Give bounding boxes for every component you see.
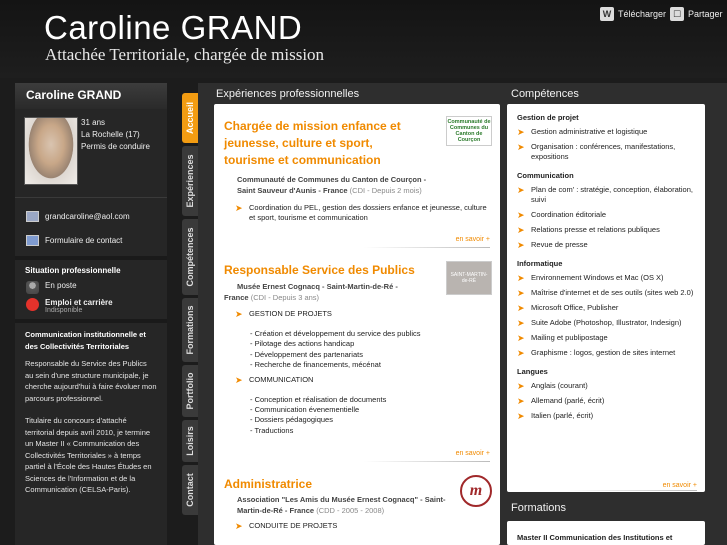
experience-title: Administratrice xyxy=(224,477,313,491)
site-header xyxy=(0,0,727,78)
tab-accueil[interactable]: Accueil xyxy=(182,93,198,143)
site-title: Caroline GRAND xyxy=(44,9,303,46)
org-logo: Communauté de Communes du Canton de Courçon xyxy=(446,116,492,146)
arrow-icon: ➤ xyxy=(517,381,525,391)
competences-heading: Compétences xyxy=(511,88,579,100)
arrow-icon: ➤ xyxy=(517,318,525,328)
experience-bullet: ➤ CONDUITE DE PROJETS xyxy=(235,521,338,531)
profile-photo xyxy=(24,117,78,185)
formations-card xyxy=(507,521,705,545)
tab-experiences[interactable]: Expériences xyxy=(182,146,198,216)
contact-form-link[interactable] xyxy=(15,228,167,252)
status-job-text: Emploi et carrière xyxy=(45,298,113,307)
status-post xyxy=(15,275,167,294)
arrow-icon: ➤ xyxy=(235,309,243,319)
unavailable-icon xyxy=(26,298,39,311)
site-subtitle: Attachée Territoriale, chargée de mission xyxy=(45,45,325,64)
experience-item xyxy=(224,476,494,531)
arrow-icon: ➤ xyxy=(517,240,525,250)
arrow-icon: ➤ xyxy=(517,142,525,152)
experience-title: Chargée de mission enfance et jeunesse, culture et sport, tourisme et communication xyxy=(224,119,401,167)
experience-bullet: ➤ GESTION DE PROJETS xyxy=(235,309,332,319)
divider xyxy=(364,461,490,462)
sub-item: - Traductions xyxy=(250,425,294,435)
arrow-icon: ➤ xyxy=(517,185,525,195)
arrow-icon: ➤ xyxy=(517,288,525,298)
competence-item: ➤ Graphisme : logos, gestion de sites internet xyxy=(517,348,676,358)
competences-card xyxy=(507,104,705,492)
competence-item: ➤ Organisation : conférences, manifestations, expositions xyxy=(517,142,676,161)
sub-item: - Communication évenementielle xyxy=(250,405,360,415)
org-logo: m xyxy=(460,475,492,507)
tab-portfolio[interactable]: Portfolio xyxy=(182,365,198,417)
profile-card xyxy=(15,109,167,198)
about-paragraph-2: Titulaire du concours d'attaché territorial depuis avril 2010, je termine un Master II « Communication des Collectivités Territoriales » à temps partiel à l'École des Hautes Études en Sciences de l'Information et de la Communication (CELSA-Paris). xyxy=(25,416,152,494)
person-icon xyxy=(26,281,39,294)
sub-item: - Recherche de financements, mécénat xyxy=(250,360,381,370)
email-icon xyxy=(26,211,39,222)
competence-item: ➤ Suite Adobe (Photoshop, Illustrator, Indesign) xyxy=(517,318,682,328)
about-title: Communication institutionnelle et des Collectivités Territoriales xyxy=(25,330,146,351)
competence-item: ➤ Maîtrise d'internet et de ses outils (sites web 2.0) xyxy=(517,288,694,298)
folder-share-icon: ☐ xyxy=(670,7,684,21)
competence-category: Communication xyxy=(517,171,574,180)
arrow-icon: ➤ xyxy=(517,127,525,137)
tab-competences[interactable]: Compétences xyxy=(182,219,198,295)
competence-item: ➤ Anglais (courant) xyxy=(517,381,588,391)
arrow-icon: ➤ xyxy=(517,396,525,406)
arrow-icon: ➤ xyxy=(517,273,525,283)
arrow-icon: ➤ xyxy=(517,225,525,235)
divider xyxy=(567,490,697,491)
profile-name: Caroline GRAND xyxy=(15,83,167,109)
profile-info xyxy=(81,117,150,153)
tab-contact[interactable]: Contact xyxy=(182,465,198,515)
arrow-icon: ➤ xyxy=(517,210,525,220)
sub-item: - Pilotage des actions handicap xyxy=(250,339,355,349)
status-job-sub: Indisponible xyxy=(45,307,83,314)
arrow-icon: ➤ xyxy=(517,411,525,421)
competence-item: ➤ Coordination éditoriale xyxy=(517,210,607,220)
more-link[interactable]: en savoir + xyxy=(455,450,490,457)
competence-item: ➤ Mailing et publipostage xyxy=(517,333,608,343)
more-link[interactable]: en savoir + xyxy=(455,236,490,243)
competence-category: Informatique xyxy=(517,259,563,268)
word-document-icon: W xyxy=(600,7,614,21)
experience-org: Musée Ernest Cognacq - Saint-Martin-de-Ré - France (CDI - Depuis 3 ans) xyxy=(224,282,398,302)
sub-item: - Conception et réalisation de documents xyxy=(250,394,387,404)
arrow-icon: ➤ xyxy=(235,203,243,213)
status-post-text: En poste xyxy=(45,281,77,290)
divider xyxy=(364,247,490,248)
share-button[interactable] xyxy=(670,7,723,21)
competence-item: ➤ Plan de com' : stratégie, conception, élaboration, suivi xyxy=(517,185,693,204)
sub-item: - Développement des partenariats xyxy=(250,349,363,359)
arrow-icon: ➤ xyxy=(235,374,243,385)
share-label: Partager xyxy=(688,9,723,19)
competence-item: ➤ Italien (parlé, écrit) xyxy=(517,411,594,421)
arrow-icon: ➤ xyxy=(235,521,243,531)
email-link[interactable] xyxy=(15,204,167,228)
profile-city: La Rochelle (17) xyxy=(81,130,140,139)
download-button[interactable] xyxy=(600,7,666,21)
experiences-heading: Expériences professionnelles xyxy=(216,88,360,100)
status-job xyxy=(15,294,167,314)
situation-title: Situation professionnelle xyxy=(25,266,121,275)
competence-category: Langues xyxy=(517,367,548,376)
form-icon xyxy=(26,235,39,246)
sub-item: - Dossiers pédagogiques xyxy=(250,415,333,425)
tab-loisirs[interactable]: Loisirs xyxy=(182,420,198,462)
profile-sidebar xyxy=(15,83,167,545)
more-link[interactable]: en savoir + xyxy=(662,482,697,489)
experience-bullet: ➤ Coordination du PEL, gestion des dossiers enfance et jeunesse, culture et sport, tourisme et communication xyxy=(235,203,487,222)
experience-org: Association "Les Amis du Musée Ernest Cognacq" - Saint-Martin-de-Ré - France (CDD - 2005 - 2008) xyxy=(237,495,446,515)
profile-age: 31 ans xyxy=(81,118,106,127)
sub-item: - Création et développement du service des publics xyxy=(250,329,421,338)
formation-item: Master II Communication des Institutions et xyxy=(517,533,673,542)
experience-org: Communauté de Communes du Canton de Courçon - Saint Sauveur d'Aunis - France (CDI - Depuis 2 mois) xyxy=(237,175,427,195)
arrow-icon: ➤ xyxy=(517,303,525,313)
experience-title: Responsable Service des Publics xyxy=(224,263,415,277)
profile-license: Permis de conduire xyxy=(81,142,150,151)
arrow-icon: ➤ xyxy=(517,333,525,343)
competence-item: ➤ Microsoft Office, Publisher xyxy=(517,303,619,313)
competence-item: ➤ Relations presse et relations publiques xyxy=(517,225,660,235)
experience-bullet: ➤ COMMUNICATION xyxy=(235,374,314,385)
tab-formations[interactable]: Formations xyxy=(182,298,198,362)
competence-item: ➤ Environnement Windows et Mac (OS X) xyxy=(517,273,664,283)
org-logo: SAINT-MARTIN-de-RÉ xyxy=(446,261,492,295)
contact-form-text: Formulaire de contact xyxy=(45,235,123,245)
competence-item: ➤ Gestion administrative et logistique xyxy=(517,127,648,137)
download-label: Télécharger xyxy=(618,9,667,19)
competence-item: ➤ Allemand (parlé, écrit) xyxy=(517,396,605,406)
competences-list xyxy=(507,104,705,421)
about-paragraph-1: Responsable du Service des Publics au sein d'une structure municipale, je cherche aujourd'hui à faire évoluer mon parcours professionnel. xyxy=(25,359,157,403)
competence-category: Gestion de projet xyxy=(517,113,579,122)
email-text: grandcaroline@aol.com xyxy=(45,211,130,221)
formations-heading: Formations xyxy=(511,502,567,514)
experiences-card xyxy=(214,104,500,545)
competence-item: ➤ Revue de presse xyxy=(517,240,588,250)
arrow-icon: ➤ xyxy=(517,348,525,358)
